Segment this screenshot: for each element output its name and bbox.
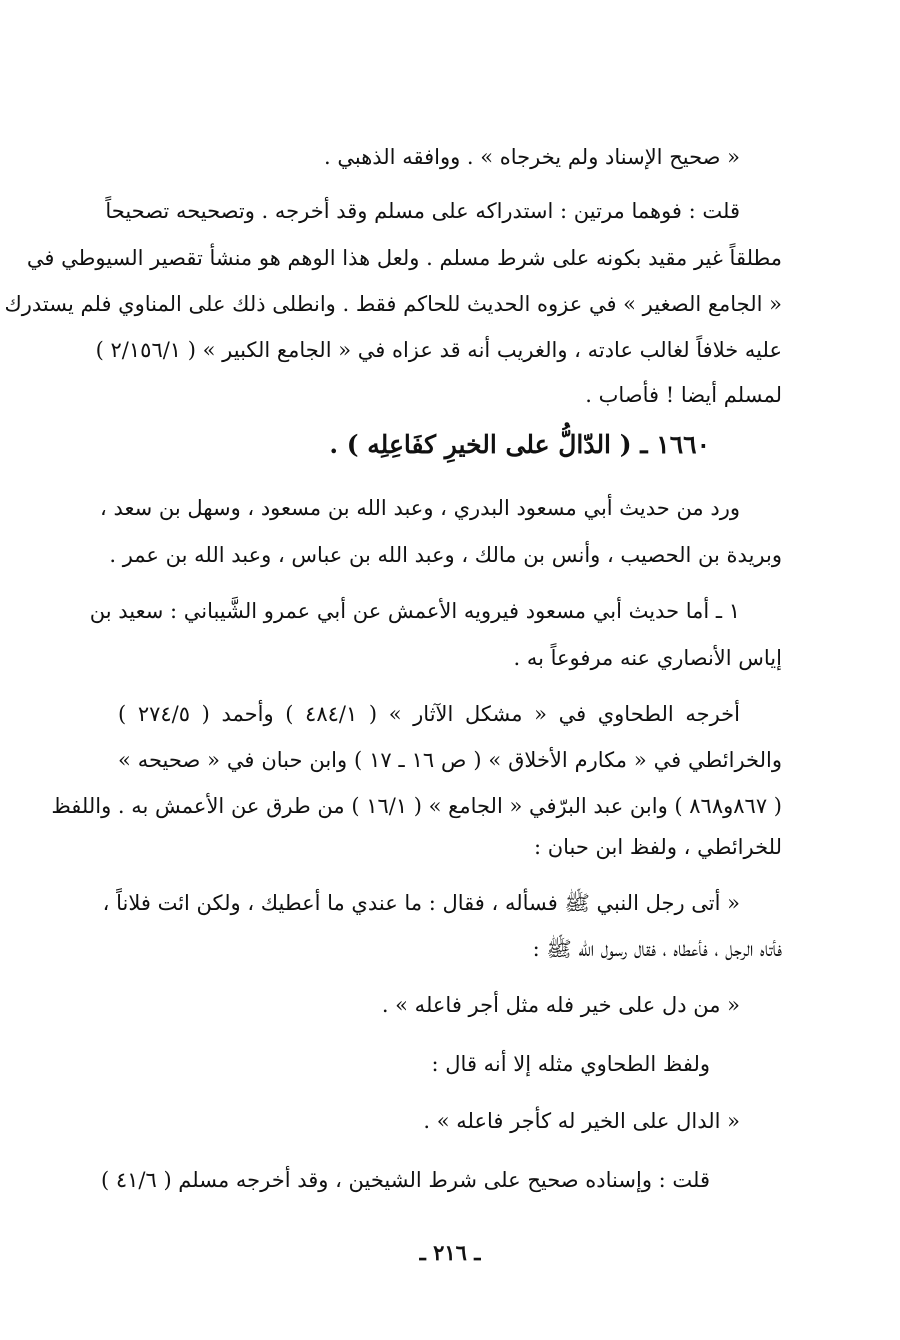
text-line: مطلقاً غير مقيد بكونه على شرط مسلم . ولعل هذا الوهم هو منشأ تقصير السيوطي في <box>26 246 782 270</box>
page-number: ـ ٢١٦ ـ <box>419 1240 481 1265</box>
text-line: قلت : وإسناده صحيح على شرط الشيخين ، وقد أخرجه مسلم ( ٤١/٦ ) <box>100 1168 710 1192</box>
text-line: « الجامع الصغير » في عزوه الحديث للحاكم فقط . وانطلى ذلك على المناوي فلم يستدرك <box>4 292 782 316</box>
text-line: وبريدة بن الحصيب ، وأنس بن مالك ، وعبد الله بن عباس ، وعبد الله بن عمر . <box>109 543 782 567</box>
text-line: ١ ـ أما حديث أبي مسعود فيرويه الأعمش عن أبي عمرو الشَّيباني : سعيد بن <box>89 599 740 623</box>
text-line: فأتاه الرجل ، فأعطاه ، فقال رسول الله ﷺ : <box>532 937 782 961</box>
text-line: قلت : فوهما مرتين : استدراكه على مسلم وقد أخرجه . وتصحيحه تصحيحاً <box>105 199 740 223</box>
text-line: لمسلم أيضا ! فأصاب . <box>585 383 782 407</box>
hadith-heading: ١٦٦٠ ـ ( الدّالُّ على الخيرِ كفَاعِلِه ) . <box>329 430 710 459</box>
text-line: ولفظ الطحاوي مثله إلا أنه قال : <box>431 1052 710 1076</box>
text-line: ورد من حديث أبي مسعود البدري ، وعبد الله بن مسعود ، وسهل بن سعد ، <box>100 496 740 520</box>
text-line: « صحيح الإسناد ولم يخرجاه » . ووافقه الذهبي . <box>324 145 740 169</box>
text-line: للخرائطي ، ولفظ ابن حبان : <box>533 835 782 859</box>
text-line: ( ٨٦٧و٨٦٨ ) وابن عبد البرّفي « الجامع » ( ١٦/١ ) من طرق عن الأعمش به . واللفظ <box>51 794 782 818</box>
text-line: عليه خلافاً لغالب عادته ، والغريب أنه قد عزاه في « الجامع الكبير » ( ٢/١٥٦/١ ) <box>95 338 782 362</box>
quote-line: « الدال على الخير له كأجر فاعله » . <box>423 1109 740 1133</box>
text-line: « أتى رجل النبي ﷺ فسأله ، فقال : ما عندي ما أعطيك ، ولكن ائت فلاناً ، <box>102 891 740 915</box>
text-line: أخرجه الطحاوي في « مشكل الآثار » ( ٤٨٤/١ ) وأحمد ( ٢٧٤/٥ ) <box>118 702 740 726</box>
quote-line: « من دل على خير فله مثل أجر فاعله » . <box>381 993 740 1017</box>
text-line: والخرائطي في « مكارم الأخلاق » ( ص ١٦ ـ ١٧ ) وابن حبان في « صحيحه » <box>118 748 782 772</box>
text-line: إياس الأنصاري عنه مرفوعاً به . <box>513 646 782 670</box>
